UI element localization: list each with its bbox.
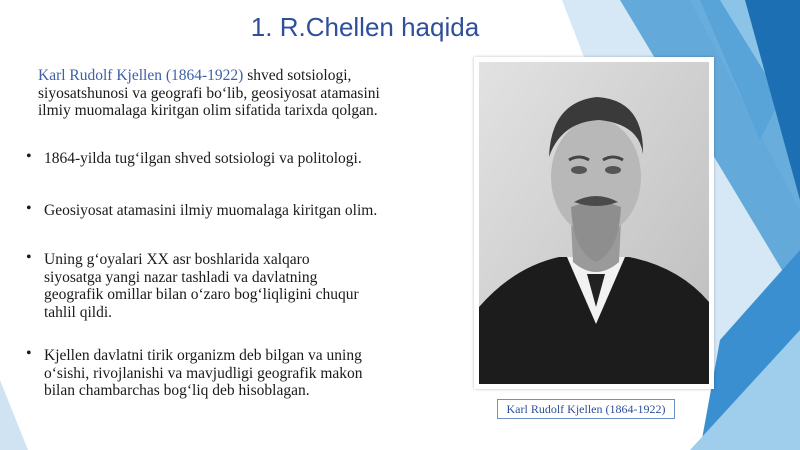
intro-paragraph xyxy=(38,67,393,120)
bullet-item xyxy=(26,251,366,321)
bullet-item xyxy=(26,347,366,400)
bullet-text: Kjellen davlatni tirik organizm deb bilgan va uning o‘sishi, rivojlanishi va mavjudligi geografik makon bilan chambarchas bog‘liq deb hisoblagan. xyxy=(44,347,363,399)
bullet-text: Geosiyosat atamasini ilmiy muomalaga kiritgan olim. xyxy=(44,202,378,219)
bullet-item xyxy=(26,150,426,168)
bullet-text: Uning g‘oyalari XX asr boshlarida xalqaro siyosatga yangi nazar tashladi va davlatning geografik omillar bilan o‘zaro bog‘liqligini chuqur tahlil qildi. xyxy=(44,251,359,321)
bullet-dot: • xyxy=(26,345,32,362)
bullet-item xyxy=(26,202,426,220)
person-name: Karl Rudolf Kjellen (1864-1922) xyxy=(38,67,244,84)
intro-text: shved sotsiologi, siyosatshunosi va geografi bo‘lib, geosiyosat atamasini ilmiy muomalaga kiritgan olim sifatida tarixda qolgan. xyxy=(38,67,380,119)
portrait-photo xyxy=(479,62,709,384)
bullet-dot: • xyxy=(26,148,32,165)
bullet-dot: • xyxy=(26,200,32,217)
portrait-frame xyxy=(474,57,714,389)
photo-caption: Karl Rudolf Kjellen (1864-1922) xyxy=(497,399,675,419)
deco-left-band xyxy=(0,380,28,450)
bullet-dot: • xyxy=(26,249,32,266)
bullet-text: 1864-yilda tug‘ilgan shved sotsiologi va politologi. xyxy=(44,150,362,167)
slide-title: 1. R.Chellen haqida xyxy=(250,12,480,42)
